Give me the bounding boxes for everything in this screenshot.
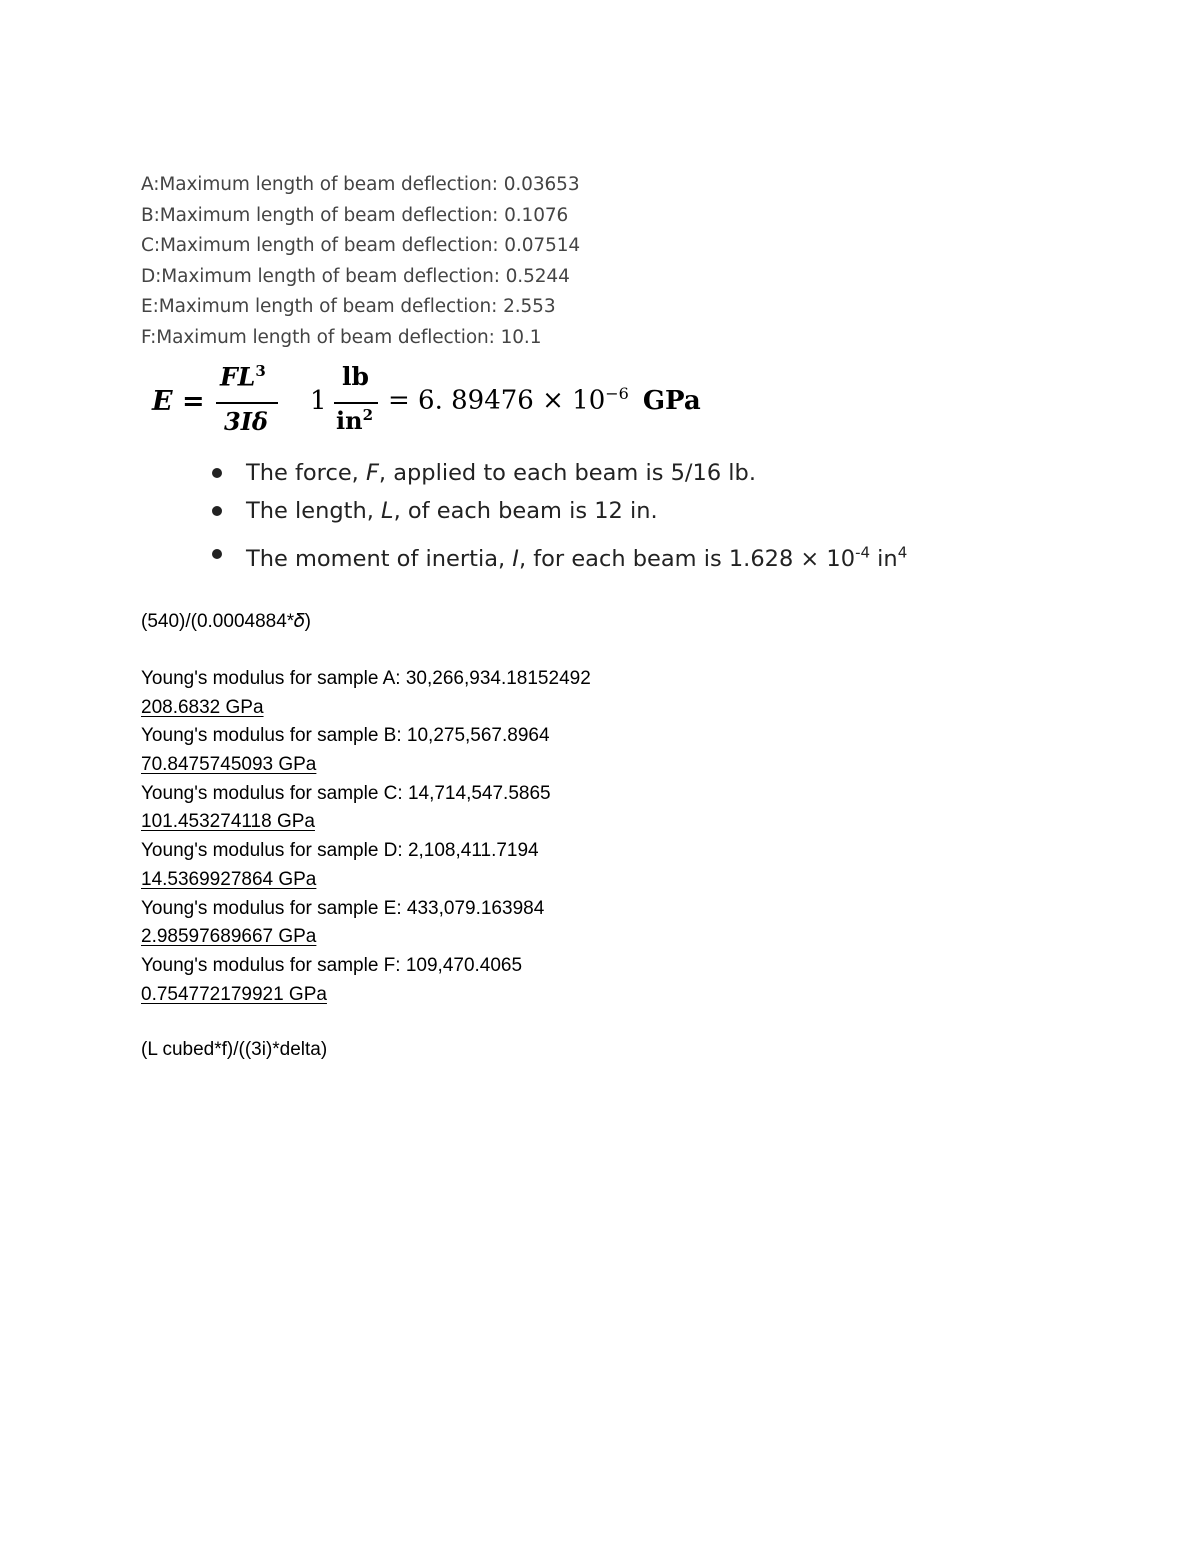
- modulus-expression: (540)/(0.0004884*𝛿): [141, 611, 311, 632]
- formula-fraction-bar: [216, 402, 278, 404]
- unit-denominator-exponent: 2: [362, 406, 374, 424]
- deflection-row-d: D:Maximum length of beam deflection: 0.5244: [141, 265, 570, 287]
- deflection-row-f: F:Maximum length of beam deflection: 10.1: [141, 326, 542, 348]
- formula-lhs: E =: [152, 386, 205, 417]
- bullet-inertia-var: I: [512, 546, 519, 572]
- result-gpa-b: 70.8475745093 GPa: [141, 754, 317, 776]
- unit-fraction-bar: [334, 402, 378, 404]
- unit-denominator-text: in: [336, 406, 363, 435]
- bullet-force-post: , applied to each beam is 5/16 lb.: [378, 460, 756, 486]
- deflection-row-c: C:Maximum length of beam deflection: 0.07514: [141, 235, 581, 257]
- bullet-inertia: [210, 530, 907, 578]
- unit-coefficient: 1: [310, 386, 327, 416]
- result-gpa-e: 2.98597689667 GPa: [141, 926, 317, 948]
- deflection-row-e: E:Maximum length of beam deflection: 2.553: [141, 296, 556, 318]
- bullet-length-post: , of each beam is 12 in.: [393, 498, 658, 524]
- bullet-inertia-pre: The moment of inertia,: [246, 546, 513, 572]
- result-gpa-d: 14.5369927864 GPa: [141, 868, 317, 890]
- bullet-length-var: L: [381, 498, 394, 524]
- bullet-length-pre: The length,: [246, 498, 382, 524]
- deflection-list: [141, 170, 580, 354]
- youngs-modulus-results: [141, 665, 591, 1009]
- conversion-rhs-unit: GPa: [642, 385, 701, 416]
- formula-numerator-text: FL: [220, 362, 256, 392]
- bullet-force: [210, 454, 907, 492]
- bullet-inertia-post: , for each beam is 1.628 × 10: [518, 546, 856, 572]
- result-label-b: Young's modulus for sample B: 10,275,567.8964: [141, 725, 550, 747]
- bullet-force-pre: The force,: [246, 460, 366, 486]
- result-gpa-c: 101.453274118 GPa: [141, 811, 315, 833]
- conversion-rhs: [388, 384, 701, 416]
- unit-numerator: lb: [342, 362, 369, 391]
- result-label-d: Young's modulus for sample D: 2,108,411.7194: [141, 840, 539, 862]
- deflection-row-a: A:Maximum length of beam deflection: 0.03653: [141, 174, 580, 195]
- result-label-f: Young's modulus for sample F: 109,470.4065: [141, 954, 523, 976]
- bullet-inertia-unit: in: [870, 546, 898, 572]
- youngs-modulus-formula: [150, 362, 710, 442]
- result-label-e: Young's modulus for sample E: 433,079.163984: [141, 897, 545, 919]
- result-gpa-a: 208.6832 GPa: [141, 696, 264, 718]
- formula-numerator-exponent: 3: [255, 362, 266, 380]
- bullet-force-var: F: [365, 460, 379, 486]
- deflection-row-b: B:Maximum length of beam deflection: 0.1076: [141, 204, 569, 226]
- given-values-list: [210, 454, 907, 578]
- result-label-c: Young's modulus for sample C: 14,714,547.5865: [141, 782, 551, 804]
- conversion-rhs-exponent: −6: [605, 384, 629, 403]
- conversion-rhs-text: = 6. 89476 × 10: [388, 385, 606, 416]
- bullet-length: [210, 492, 907, 530]
- bullet-inertia-exp: -4: [855, 543, 871, 562]
- result-gpa-f: 0.754772179921 GPa: [141, 983, 327, 1005]
- bullet-inertia-unit-exp: 4: [897, 543, 908, 562]
- formula-denominator: 3Iδ: [224, 407, 268, 436]
- result-label-a: Young's modulus for sample A: 30,266,934.18152492: [141, 668, 591, 689]
- footer-expression: (L cubed*f)/((3i)*delta): [141, 1039, 328, 1060]
- formula-numerator: [220, 362, 266, 391]
- unit-denominator: [336, 406, 373, 435]
